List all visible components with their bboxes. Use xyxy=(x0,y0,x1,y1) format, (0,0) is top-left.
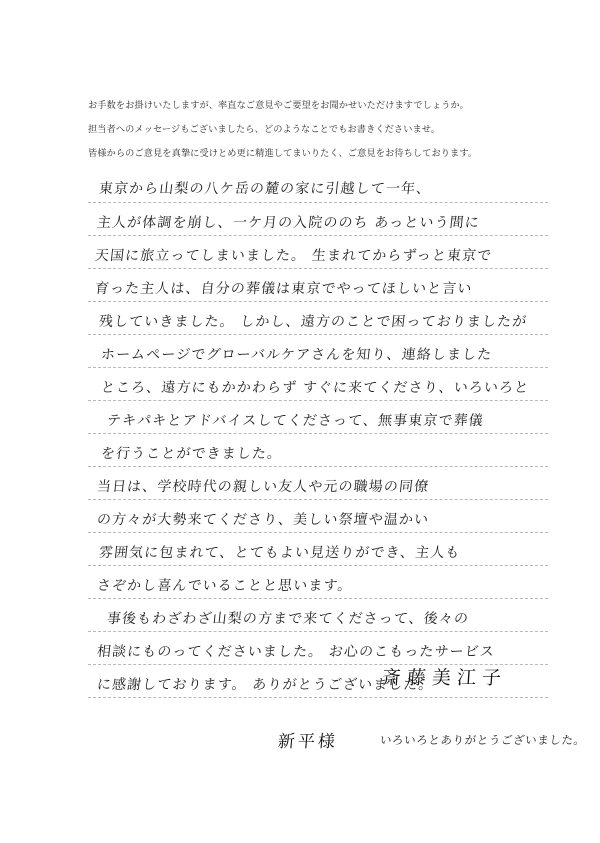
message-line-8: テキパキとアドバイスしてくださって、無事東京で葬儀 xyxy=(106,413,485,429)
message-line-15: 相談にものってくださいました。 お心のこもったサービス xyxy=(96,644,496,660)
rule-line xyxy=(88,400,548,401)
rule-line xyxy=(88,631,548,632)
message-line-14: 事後もわざわざ山梨の方まで来てくださって、後々の xyxy=(106,611,470,627)
message-line-3: 天国に旅立ってしまいました。 生まれてからずっと東京で xyxy=(94,248,494,264)
rule-line xyxy=(88,268,548,269)
staff-note-text: いろいろとありがとうございました。 xyxy=(379,733,587,747)
message-line-7: ところ、遠方にもかかわらず すぐに来てくださり、いろいろと xyxy=(100,380,531,396)
rule-line xyxy=(88,202,548,203)
rule-line xyxy=(88,367,548,368)
message-line-6: ホームページでグローバルケアさんを知り、連絡しました xyxy=(100,347,494,363)
rule-line xyxy=(88,532,548,533)
message-line-16: に感謝しております。 ありがとうございました。 xyxy=(96,677,435,693)
message-line-11: の方々が大勢来てくださり、美しい祭壇や温かい xyxy=(96,512,430,528)
rule-line xyxy=(88,697,548,698)
message-line-4: 育った主人は、自分の葬儀は東京でやってほしいと言い xyxy=(94,281,474,297)
rule-line xyxy=(88,301,548,302)
message-line-9: を行うことができました。 xyxy=(100,446,283,462)
rule-line xyxy=(88,565,548,566)
message-line-12: 雰囲気に包まれて、とてもよい見送りができ、主人も xyxy=(98,545,462,561)
rule-line xyxy=(88,499,548,500)
signature: 斎藤美江子 xyxy=(381,667,508,689)
message-line-5: 残していきました。 しかし、遠方のことで困っておりましたが xyxy=(98,314,529,330)
rule-line xyxy=(88,466,548,467)
message-line-2: 主人が体調を崩し、一ケ月の入院ののち あっという間に xyxy=(96,215,481,231)
rule-line xyxy=(88,598,548,599)
message-line-13: さぞかし喜んでいることと思います。 xyxy=(96,578,354,594)
message-line-10: 当日は、学校時代の親しい友人や元の職場の同僚 xyxy=(96,479,430,495)
intro-line-2: 担当者へのメッセージもございましたら、どのようなことでもお書きくださいませ。 xyxy=(88,124,441,135)
intro-line-1: お手数をお掛けいたしますが、率直なご意見やご要望をお聞かせいただけますでしょうか。 xyxy=(88,100,470,111)
rule-line xyxy=(88,433,548,434)
rule-line xyxy=(88,235,548,236)
message-line-1: 東京から山梨の八ケ岳の麓の家に引越して一年、 xyxy=(98,181,432,197)
form-intro xyxy=(88,101,558,173)
intro-line-3: 皆様からのご意見を真摯に受けとめ更に精進してまいりたく、ご意見をお待ちしております。 xyxy=(88,148,478,159)
staff-note-recipient: 新平様 xyxy=(276,732,339,752)
rule-line xyxy=(88,334,548,335)
